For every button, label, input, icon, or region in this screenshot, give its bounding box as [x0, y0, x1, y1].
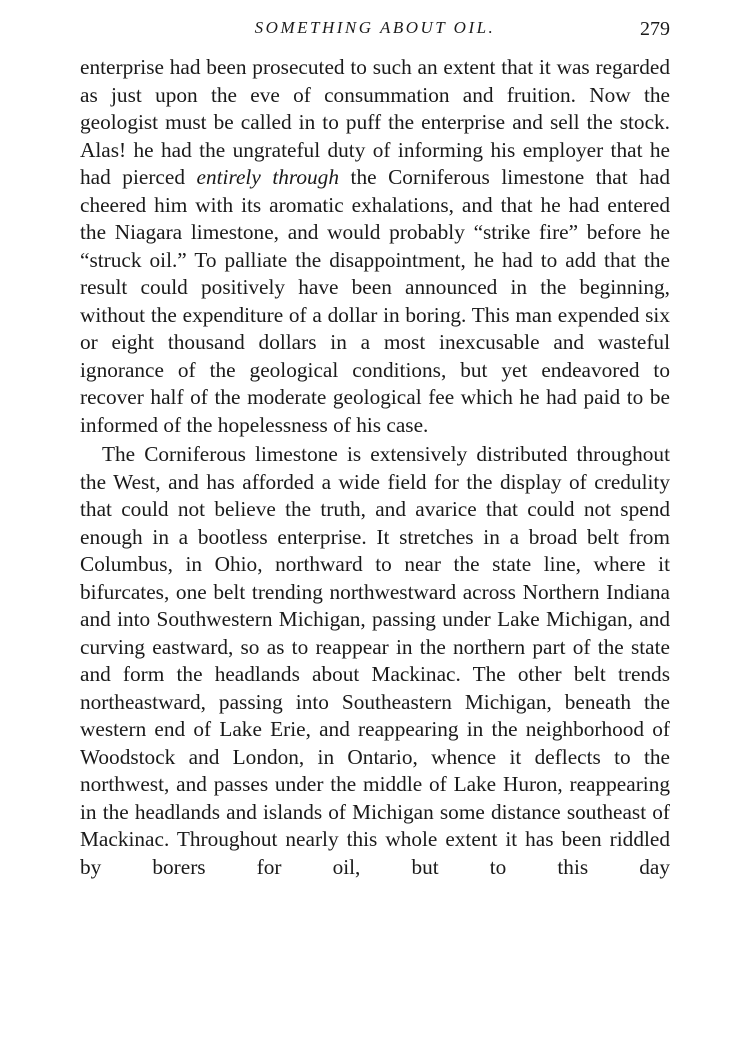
running-title: SOMETHING ABOUT OIL.: [254, 18, 496, 37]
book-page: [80, 18, 670, 881]
paragraph-continued: [80, 54, 670, 439]
running-head: [80, 18, 670, 50]
body-text: [80, 54, 670, 881]
text-segment: the Corniferous limestone that had cheered him with its aromatic exhalations, and that he had entered the Niagara limestone, and would probably “strike fire” before he “struck oil.” To palliate the disappointment, he had to add that the result could positively have been announced in the beginning, without the expenditure of a dollar in boring. This man expended six or eight thousand dollars in a most inexcusable and wasteful ignorance of the geological conditions, but yet endeavored to recover half of the moderate geological fee which he had paid to be informed of the hopelessness of his case.: [80, 165, 670, 437]
text-segment: The Corniferous limestone is extensively distributed throughout the West, and has afforded a wide field for the display of credulity that could not believe the truth, and avarice that could not spend enough in a bootless enterprise. It stretches in a broad belt from Columbus, in Ohio, northward to near the state line, where it bifurcates, one belt trending northwestward across Northern Indiana and into Southwestern Michigan, passing under Lake Michigan, and curving eastward, so as to reappear in the northern part of the state and form the headlands about Mackinac. The other belt trends northeastward, passing into Southeastern Michigan, beneath the western end of Lake Erie, and reappearing in the neighborhood of Woodstock and London, in Ontario, whence it deflects to the northwest, and passes under the middle of Lake Huron, reappearing in the headlands and islands of Michigan some distance southeast of Mackinac. Throughout nearly this whole extent it has been riddled by borers for oil, but to this day: [80, 442, 670, 879]
paragraph-corniferous: [80, 441, 670, 881]
text-segment: enterprise had been prosecuted to such an extent that it was regarded as just upon the eve of consummation and fruition. Now the geologist must be called in to puff the enterprise and sell the stock. Alas! he had the ungrateful duty of informing his employer that he had pierced: [80, 55, 670, 189]
page-number: 279: [640, 18, 670, 40]
italic-text-segment: entirely through: [196, 165, 339, 189]
